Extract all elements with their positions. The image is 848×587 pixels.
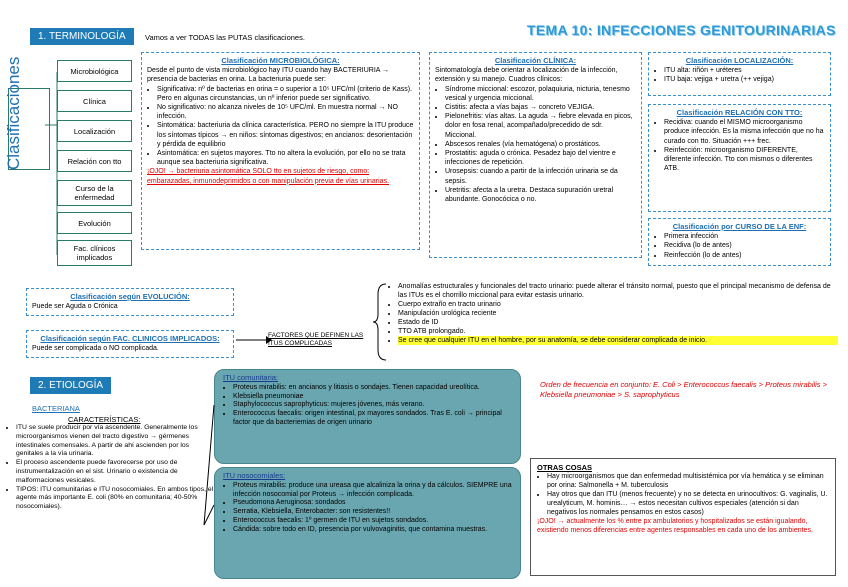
category-box: Fac. clínicos implicados: [57, 240, 132, 266]
otras-list: [537, 472, 829, 517]
relacion-title: Clasificación RELACIÓN CON TTO:: [676, 108, 803, 117]
orden-frecuencia: Orden de frecuencia en conjunto: E. Coli > Enterococcus faecalis > Proteus mirabilis > Klebsiella pneumoniae > S. saprophyticus: [540, 380, 828, 399]
list-item: • Síndrome miccional: escozor, polaquiuria, nicturia, tenesmo vesical y urgencia miccional.: [445, 85, 636, 103]
comunitaria-box: [214, 369, 521, 464]
fac-clinicos-box: [26, 330, 234, 358]
curso-title: Clasificación por CURSO DE LA ENF:: [672, 222, 807, 231]
otras-warning: ¡OJO! → actualmente los % entre px ambulatorios y hospitalizados se están igualando, existiendo menos diferencias entre agentes responsables en cada uno de los ambientes.: [537, 518, 813, 534]
evolucion-box: [26, 288, 234, 316]
evolucion-title: Clasificación según EVOLUCIÓN:: [70, 292, 190, 301]
nosocomiales-title: ITU nosocomiales:: [223, 471, 286, 480]
list-item: • Primera infección: [664, 232, 825, 241]
clinica-title: Clasificación CLÍNICA:: [494, 56, 577, 65]
category-box: Evolución: [57, 212, 132, 234]
list-item: • ITU alta: riñón + uréteres: [664, 66, 825, 75]
list-item: • Proteus mirabilis: en ancianos y litiasis o sondajes. Tienen capacidad ureolítica.: [233, 384, 512, 393]
relacion-list: [654, 118, 825, 173]
category-box: Clínica: [57, 90, 132, 112]
list-item: • Abscesos renales (vía hematógena) o prostáticos.: [445, 140, 636, 149]
clinica-box: [429, 52, 642, 258]
localizacion-box: [648, 52, 831, 96]
list-item: • TIPOS: ITU comunitarias e ITU nosocomiales. En ambos tipos, el agente más importante E. coli (80% en comunitaria; 40-50% nosocomiales).: [16, 486, 216, 512]
list-item: • Proteus mirabilis: produce una ureasa que alcaliniza la orina y da cálculos. SIEMPRE una infección nosocomial por Proteus → infección complicada.: [233, 482, 512, 500]
list-item: • Cistitis: afecta a vías bajas → concreto VEJIGA.: [445, 103, 636, 112]
clasificaciones-label: Clasificaciones: [4, 56, 23, 170]
list-item: • Enterococcus faecalis: origen intestinal, px mayores sondados. Tras E. coli → principal factor que da bacteriemias de origen urinario: [233, 410, 512, 428]
curso-box: [648, 218, 831, 266]
list-item: • Cándida: sobre todo en ID, presencia por vulvovaginitis, que contamina muestras.: [233, 526, 512, 535]
page-title: TEMA 10: INFECCIONES GENITOURINARIAS: [527, 22, 836, 38]
list-item: • Estado de ID: [398, 318, 838, 327]
list-item: • ITU se suele producir por vía ascendente. Generalmente los microorganismos vienen del tracto digestivo → gérmenes intestinales comensales. A partir de ahí ascienden por los genitales a la vía urinaria.: [16, 424, 216, 459]
bacteriana-list: [8, 424, 216, 512]
otras-title: OTRAS COSAS: [537, 463, 593, 472]
evolucion-text: Puede ser Aguda o Crónica: [32, 303, 118, 311]
relacion-box: [648, 104, 831, 212]
list-item: • Reinfección (lo de antes): [664, 251, 825, 260]
bacteriana-subtitle: CARACTERÍSTICAS:: [68, 415, 141, 424]
arrows-tipos: [200, 385, 220, 535]
fac-clinicos-text: Puede ser complicada o NO complicada.: [32, 345, 159, 353]
list-item: • Urosepsis: cuando a partir de la infección urinaria se da sepsis.: [445, 167, 636, 185]
comunitaria-list: [223, 384, 512, 428]
list-item: • Pielonefritis: vías altas. La aguda → fiebre elevada en picos, dolor en fosa renal, acompañado/precedido de sdr. Miccional.: [445, 112, 636, 140]
list-item: • Pseudomona Aeruginosa: sondados: [233, 499, 512, 508]
nosocomiales-list: [223, 482, 512, 535]
category-box: Microbiológica: [57, 60, 132, 82]
comunitaria-title: ITU comunitaria:: [223, 373, 279, 382]
list-item: • TTO ATB prolongado.: [398, 327, 838, 336]
category-box: Curso de la enfermedad: [57, 180, 132, 206]
factores-label: FACTORES QUE DEFINEN LAS ITUS COMPLICADAS: [268, 332, 364, 347]
micro-box: [141, 52, 420, 250]
list-item: • Sintomática: bacteriuria da clínica característica. PERO no siempre la ITU produce los síntomas típicos → en niños: síntomas digestivos; en ancianos: desorientación y pérdida de equilibrio: [157, 121, 414, 149]
otras-box: [530, 458, 836, 576]
list-item: • Se cree que cualquier ITU en el hombre, por su anatomía, se debe considerar complicada de inicio.: [398, 336, 838, 345]
category-box: Localización: [57, 120, 132, 142]
list-item: • Enterococcus faecalis: 1º germen de ITU en sujetos sondados.: [233, 517, 512, 526]
list-item: • Reinfección: microorganismo DIFERENTE, diferente infección. Tto con mismos o diferentes ATB.: [664, 146, 825, 174]
list-item: • Hay otros que dan ITU (menos frecuente) y no se detecta en urinocultivos: G. vaginalis, U. urealyticum, M. hominis… → estos necesitan cultivos especiales (atención si dan negativos los normales pensamos en estos casos): [547, 490, 829, 517]
clinica-intro: Sintomatología debe orientar a localización de la infección, extensión y su manejo. Cuadros clínicos:: [435, 67, 618, 84]
list-item: • ITU baja: vejiga + uretra (++ vejiga): [664, 75, 825, 84]
list-item: • Staphylococcus saprophyticus: mujeres jóvenes, más verano.: [233, 401, 512, 410]
list-item: • Significativa: nº de bacterias en orina = o superior a 10⁵ UFC/ml (criterio de Kass). Pero en algunas circunstancias, un nº inferior puede ser significativo.: [157, 85, 414, 103]
localizacion-list: [654, 66, 825, 84]
factores-list: [388, 282, 838, 345]
list-item: • Anomalías estructurales y funcionales del tracto urinario: puede alterar el tránsito normal, puesto que el principal mecanismo de defensa de las ITUs es el chorrillo miccional para evitar estasis urinario.: [398, 282, 838, 300]
section-terminologia: 1. TERMINOLOGÍA: [30, 28, 134, 45]
localizacion-title: Clasificación LOCALIZACIÓN:: [685, 56, 794, 65]
micro-warning: ¡OJO! → bacteriuria asintomática SOLO tto en sujetos de riesgo, como: embarazadas, inmunodeprimidos o con manipulación previa de vías urinarias.: [147, 168, 390, 185]
list-item: • Manipulación urológica reciente: [398, 309, 838, 318]
clinica-list: [435, 85, 636, 205]
category-box: Relación con tto: [57, 150, 132, 172]
list-item: • Recidiva: cuando el MISMO microorganismo produce infección. Es la misma infección que no ha curado con tto. Situación +++ frec.: [664, 118, 825, 146]
list-item: • Cuerpo extraño en tracto urinario: [398, 300, 838, 309]
section-etiologia: 2. ETIOLOGÍA: [30, 377, 111, 394]
list-item: • No significativo: no alcanza niveles de 10⁵ UFC/ml. En muestra normal → NO infección.: [157, 103, 414, 121]
fac-clinicos-title: Clasificación según FAC. CLINICOS IMPLICADOS:: [40, 334, 220, 343]
list-item: • Recidiva (lo de antes): [664, 241, 825, 250]
list-item: • Uretritis: afecta a la uretra. Destaca supuración uretral abundante. Gonocócica o no.: [445, 186, 636, 204]
micro-list: [147, 85, 414, 168]
list-item: • Klebsiella pneumoniae: [233, 393, 512, 402]
micro-intro: Desde el punto de vista microbiológico hay ITU cuando hay BACTERIURIA → presencia de bacterias en orina. La bacteriuria puede ser:: [147, 67, 390, 84]
list-item: • El proceso ascendente puede favorecerse por uso de instrumentalización en el sist. Urinario o existencia de malformaciones vesicales.: [16, 459, 216, 485]
list-item: • Serratia, Klebsiella, Enterobacter: son resistentes!!: [233, 508, 512, 517]
list-item: • Asintomática: en sujetos mayores. Tto no altera la evolución, por ello no se trata aunque sea bacteriuria significativa.: [157, 149, 414, 167]
curso-list: [654, 232, 825, 260]
intro-text: Vamos a ver TODAS las PUTAS clasificaciones.: [145, 33, 305, 42]
bacteriana-title: BACTERIANA: [32, 404, 80, 413]
nosocomiales-box: [214, 467, 521, 579]
list-item: • Hay microorganismos que dan enfermedad multisistémica por vía hemática y se eliminan por orina: Salmonella + M. tuberculosis: [547, 472, 829, 490]
micro-title: Clasificación MICROBIOLÓGICA:: [221, 56, 340, 65]
list-item: • Prostatitis: aguda o crónica. Pesadez bajo del vientre e infecciones de repetición.: [445, 149, 636, 167]
